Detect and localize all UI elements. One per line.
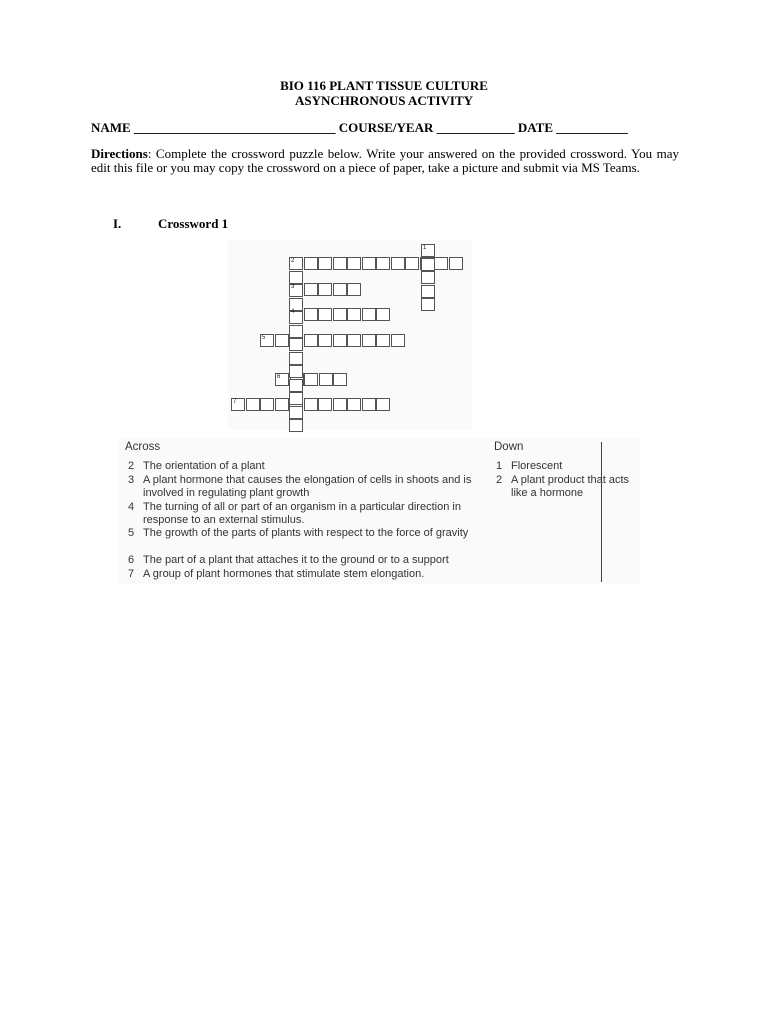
date-label: DATE — [517, 120, 553, 135]
crossword-cell[interactable] — [376, 398, 390, 411]
clue-number: 5 — [128, 527, 135, 539]
crossword-cell[interactable] — [362, 257, 376, 270]
crossword-cell[interactable] — [304, 373, 318, 386]
crossword-cell[interactable] — [304, 334, 318, 347]
crossword-cell[interactable] — [347, 257, 361, 270]
crossword-cell[interactable] — [333, 334, 347, 347]
crossword-clue-number: 5 — [262, 335, 266, 341]
crossword-cell[interactable] — [376, 308, 390, 321]
crossword-clue-number: 7 — [233, 399, 237, 405]
clue-text: A group of plant hormones that stimulate stem elongation. — [143, 568, 425, 580]
directions-label: Directions — [91, 146, 148, 161]
crossword-cell[interactable] — [304, 283, 318, 296]
clue-text: The growth of the parts of plants with respect to the force of gravity — [143, 527, 469, 539]
crossword-cell[interactable] — [333, 283, 347, 296]
crossword-cell[interactable] — [246, 398, 260, 411]
student-info-line — [91, 120, 691, 136]
directions-text: : Complete the crossword puzzle below. Write your answered on the provided crossword. You may edit this file or you may copy the crossword on a piece of paper, take a picture and submit via MS Teams. — [91, 146, 679, 175]
date-blank[interactable]: ___________ — [556, 120, 628, 135]
name-label: NAME — [91, 120, 131, 135]
crossword-cell[interactable] — [318, 334, 332, 347]
crossword-clue-number: 1 — [423, 245, 427, 251]
down-clue — [496, 460, 638, 473]
clue-number: 2 — [128, 460, 135, 472]
clue-text: The turning of all or part of an organism in a particular direction in response to an external stimulus. — [143, 501, 461, 526]
crossword-cell[interactable] — [405, 257, 419, 270]
clue-number: 1 — [496, 460, 503, 472]
crossword-cell[interactable] — [318, 283, 332, 296]
crossword-cell[interactable] — [421, 285, 435, 298]
crossword-cell[interactable] — [449, 257, 463, 270]
across-heading: Across — [125, 441, 161, 453]
crossword-cell[interactable] — [362, 334, 376, 347]
across-clue — [128, 474, 488, 499]
crossword-cell[interactable] — [421, 271, 435, 284]
crossword-cell[interactable] — [319, 373, 333, 386]
clue-number: 3 — [128, 474, 135, 486]
clues-panel — [118, 438, 640, 584]
directions-paragraph — [91, 147, 679, 174]
crossword-cell[interactable] — [318, 257, 332, 270]
crossword-cell[interactable] — [391, 334, 405, 347]
crossword-cell[interactable] — [362, 308, 376, 321]
crossword-cell[interactable] — [347, 283, 361, 296]
crossword-cell[interactable] — [275, 398, 289, 411]
crossword-cell[interactable] — [289, 406, 303, 419]
clue-text: The part of a plant that attaches it to the ground or to a support — [143, 554, 449, 566]
crossword-clue-number: 2 — [291, 258, 295, 264]
crossword-clue-number: 6 — [277, 374, 281, 380]
crossword-cell[interactable] — [421, 258, 435, 271]
crossword-cell[interactable] — [304, 308, 318, 321]
crossword-cell[interactable] — [289, 379, 303, 392]
section-heading — [113, 216, 228, 232]
course-year-blank[interactable]: ____________ — [436, 120, 515, 135]
crossword-cell[interactable] — [333, 398, 347, 411]
crossword-cell[interactable] — [289, 392, 303, 405]
clue-text: A plant product that acts like a hormone — [511, 474, 630, 499]
section-title: Crossword 1 — [158, 216, 229, 231]
crossword-cell[interactable] — [304, 398, 318, 411]
crossword-cell[interactable] — [376, 334, 390, 347]
clue-text: The orientation of a plant — [143, 460, 265, 472]
clue-number: 6 — [128, 554, 135, 566]
clue-text: A plant hormone that causes the elongation of cells in shoots and is involved in regulating plant growth — [143, 474, 472, 499]
down-clue — [496, 474, 638, 499]
crossword-cell[interactable] — [289, 419, 303, 432]
crossword-cell[interactable] — [333, 257, 347, 270]
crossword-cell[interactable] — [260, 398, 274, 411]
crossword-cell[interactable] — [289, 271, 303, 284]
clue-number: 7 — [128, 568, 135, 580]
document-title — [0, 78, 768, 108]
clue-number: 4 — [128, 501, 135, 513]
across-clue — [128, 568, 488, 581]
crossword-cell[interactable] — [421, 298, 435, 311]
crossword-cell[interactable] — [347, 308, 361, 321]
crossword-grid — [228, 240, 472, 430]
crossword-cell[interactable] — [333, 308, 347, 321]
crossword-cell[interactable] — [391, 257, 405, 270]
name-blank[interactable]: _______________________________ — [133, 120, 336, 135]
crossword-clue-number: 4 — [291, 309, 295, 315]
crossword-clue-number: 3 — [291, 284, 295, 290]
crossword-cell[interactable] — [376, 257, 390, 270]
clue-text: Florescent — [511, 460, 563, 472]
across-clue — [128, 554, 488, 567]
across-clue — [128, 460, 488, 473]
crossword-cell[interactable] — [347, 398, 361, 411]
crossword-cell[interactable] — [289, 338, 303, 351]
crossword-cell[interactable] — [289, 352, 303, 365]
crossword-cell[interactable] — [318, 398, 332, 411]
section-number: I. — [113, 216, 122, 231]
crossword-cell[interactable] — [333, 373, 347, 386]
crossword-cell[interactable] — [304, 257, 318, 270]
crossword-cell[interactable] — [289, 325, 303, 338]
crossword-cell[interactable] — [347, 334, 361, 347]
across-clue — [128, 527, 488, 540]
down-heading: Down — [494, 441, 524, 453]
crossword-cell[interactable] — [434, 257, 448, 270]
crossword-cell[interactable] — [275, 334, 289, 347]
course-year-label: COURSE/YEAR — [338, 120, 434, 135]
title-line-1: BIO 116 PLANT TISSUE CULTURE — [280, 78, 488, 93]
across-clue — [128, 501, 488, 526]
crossword-cell[interactable] — [362, 398, 376, 411]
clue-number: 2 — [496, 474, 503, 486]
crossword-cell[interactable] — [289, 365, 303, 378]
title-line-2: ASYNCHRONOUS ACTIVITY — [294, 93, 474, 108]
crossword-cell[interactable] — [318, 308, 332, 321]
